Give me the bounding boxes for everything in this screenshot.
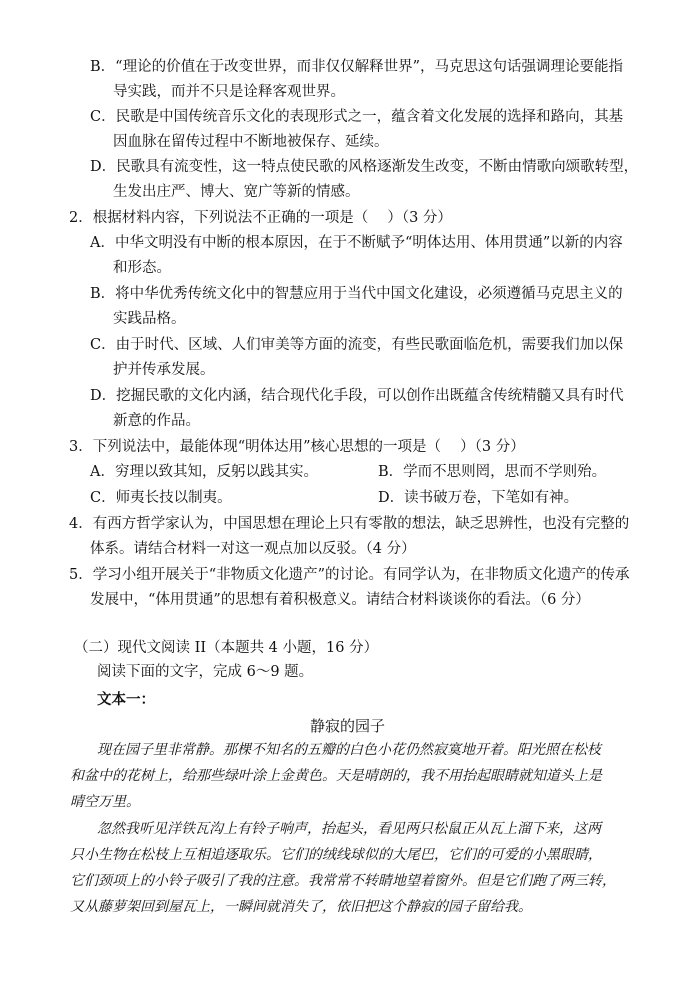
q2-option-d-line1: D．挖掘民歌的文化内涵，结合现代化手段，可以创作出既蕴含传统精髓又具有时代 [90,388,624,404]
q1-option-b-line1: B．“理论的价值在于改变世界，而非仅仅解释世界”，马克思这句话强调理论要能指 [90,59,623,75]
q1-option-d-line1: D．民歌具有流变性，这一特点使民歌的风格逐渐发生改变，不断由情歌向颂歌转型， [90,159,639,175]
q2-option-a-line2: 和形态。 [113,260,171,276]
question-4-line1: 4．有西方哲学家认为，中国思想在理论上只有零散的想法，缺乏思辨性，也没有完整的 [69,516,630,532]
q2-option-b-line1: B．将中华优秀传统文化中的智慧应用于当代中国文化建设，必须遵循马克思主义的 [90,286,623,302]
q1-option-c-line1: C．民歌是中国传统音乐文化的表现形式之一，蕴含着文化发展的选择和路向，其基 [90,109,624,125]
passage-paragraph-2-line1: 忽然我听见洋铁瓦沟上有铃子响声，抬起头，看见两只松鼠正从瓦上溜下来，这两 [97,821,601,837]
passage-paragraph-1-line1: 现在园子里非常静。那棵不知名的五瓣的白色小花仍然寂寞地开着。阳光照在松枝 [97,742,601,758]
q3-option-b: B．学而不思则罔，思而不学则殆。 [378,464,607,480]
q2-option-c-line1: C．由于时代、区域、人们审美等方面的流变，有些民歌面临危机，需要我们加以保 [90,337,624,353]
question-5-line1: 5．学习小组开展关于“非物质文化遗产”的讨论。有同学认为，在非物质文化遗产的传承 [69,567,630,583]
q1-option-d-line2: 生发出庄严、博大、宽广等新的情感。 [113,184,360,200]
q1-option-c-line2: 因血脉在留传过程中不断地被保存、延续。 [113,134,389,150]
section-instruction: 阅读下面的文字，完成 6～9 题。 [97,664,314,680]
passage-paragraph-1-line3: 晴空万里。 [70,794,140,810]
q3-option-d: D．读书破万卷，下笔如有神。 [378,490,579,506]
text-label: 文本一： [97,691,155,708]
q2-option-a-line1: A．中华文明没有中断的根本原因，在于不断赋予“明体达用、体用贯通”以新的内容 [90,235,623,251]
q1-option-b-line2: 导实践，而并不只是诠释客观世界。 [113,84,345,100]
question-4-line2: 体系。请结合材料一对这一观点加以反驳。（4 分） [90,541,416,557]
q2-option-b-line2: 实践品格。 [113,311,186,327]
section-heading: （二）现代文阅读 II（本题共 4 小题，16 分） [74,640,379,656]
q2-option-d-line2: 新意的作品。 [113,413,200,429]
question-5-line2: 发展中，“体用贯通”的思想有着积极意义。请结合材料谈谈你的看法。（6 分） [90,592,590,608]
passage-paragraph-1-line2: 和盆中的花树上，给那些绿叶涂上金黄色。天是晴朗的，我不用抬起眼睛就知道头上是 [70,768,602,784]
question-3-stem: 3．下列说法中，最能体现“明体达用”核心思想的一项是（ ）（3 分） [69,439,525,455]
passage-paragraph-2-line4: 又从藤萝架回到屋瓦上，一瞬间就消失了，依旧把这个静寂的园子留给我。 [70,899,532,915]
passage-paragraph-2-line3: 它们颈项上的小铃子吸引了我的注意。我常常不转睛地望着窗外。但是它们跑了两三转， [70,873,616,889]
q2-option-c-line2: 护并传承发展。 [113,362,215,378]
passage-title: 静寂的园子 [310,717,386,735]
q3-option-c: C．师夷长技以制夷。 [90,490,232,506]
q3-option-a: A．穷理以致其知，反躬以践其实。 [90,464,318,480]
passage-paragraph-2-line2: 只小生物在松枝上互相追逐取乐。它们的绒线球似的大尾巴，它们的可爱的小黑眼睛， [70,847,602,863]
question-2-stem: 2．根据材料内容，下列说法不正确的一项是（ ）（3 分） [69,210,452,226]
